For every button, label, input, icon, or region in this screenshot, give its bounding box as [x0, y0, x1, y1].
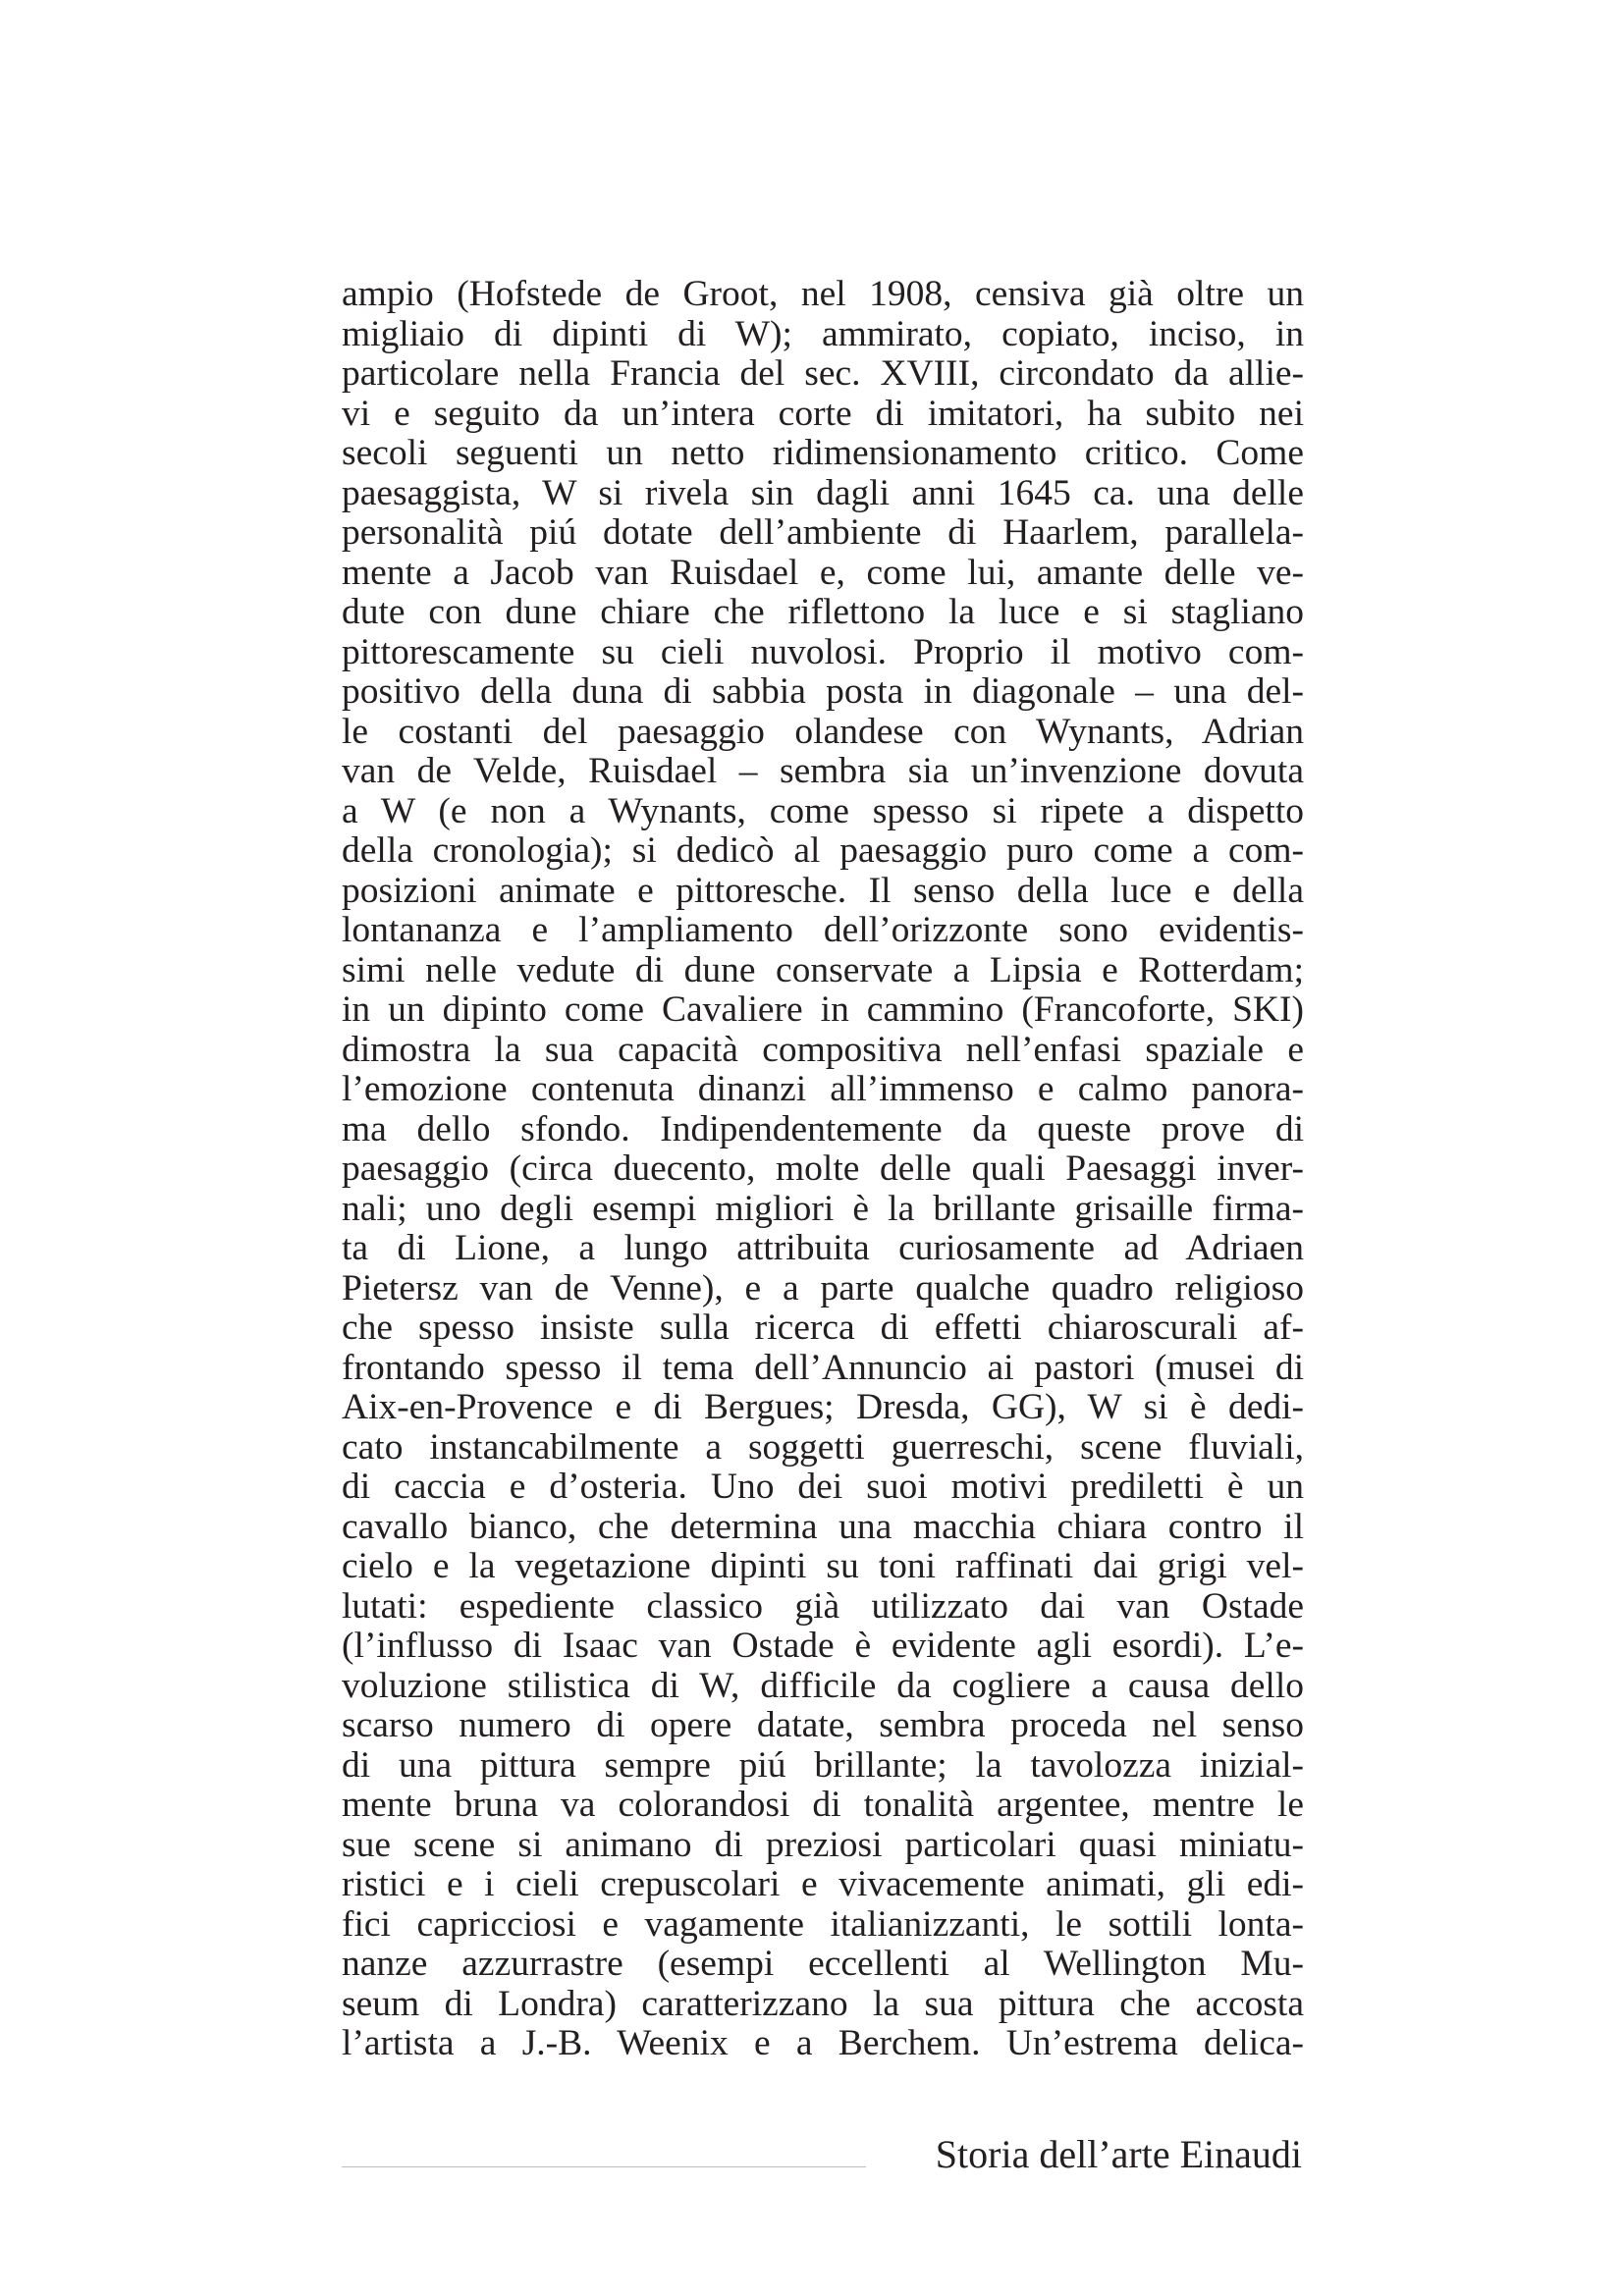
text-line: ristici e i cieli crepuscolari e vivacemente animati, gli edi- — [342, 1864, 1304, 1904]
text-line: personalità piú dotate dell’ambiente di Haarlem, parallela- — [342, 512, 1304, 553]
text-line: secoli seguenti un netto ridimensionamento critico. Come — [342, 433, 1304, 473]
text-line: nanze azzurrastre (esempi eccellenti al Wellington Mu- — [342, 1944, 1304, 1984]
text-line: cielo e la vegetazione dipinti su toni raffinati dai grigi vel- — [342, 1546, 1304, 1586]
text-line: seum di Londra) caratterizzano la sua pittura che accosta — [342, 1983, 1304, 2024]
text-line: scarso numero di opere datate, sembra proceda nel senso — [342, 1705, 1304, 1745]
text-line: dute con dune chiare che riflettono la luce e si stagliano — [342, 592, 1304, 632]
text-line: van de Velde, Ruisdael – sembra sia un’invenzione dovuta — [342, 751, 1304, 791]
text-line: ma dello sfondo. Indipendentemente da queste prove di — [342, 1108, 1304, 1149]
text-line: lontananza e l’ampliamento dell’orizzonte sono evidentis- — [342, 910, 1304, 950]
text-line: particolare nella Francia del sec. XVIII, circondato da allie- — [342, 353, 1304, 394]
text-line: pittorescamente su cieli nuvolosi. Proprio il motivo com- — [342, 631, 1304, 672]
text-line: l’emozione contenuta dinanzi all’immenso e calmo panora- — [342, 1069, 1304, 1109]
text-line: (l’influsso di Isaac van Ostade è evidente agli esordi). L’e- — [342, 1626, 1304, 1666]
text-line: l’artista a J.-B. Weenix e a Berchem. Un’estrema delica- — [342, 2023, 1304, 2063]
text-line: mente a Jacob van Ruisdael e, come lui, amante delle ve- — [342, 552, 1304, 593]
text-line: Aix-en-Provence e di Bergues; Dresda, GG), W si è dedi- — [342, 1387, 1304, 1427]
text-line: paesaggista, W si rivela sin dagli anni 1645 ca. una delle — [342, 472, 1304, 513]
text-line: frontando spesso il tema dell’Annuncio ai pastori (musei di — [342, 1347, 1304, 1388]
text-line: di una pittura sempre piú brillante; la tavolozza inizial- — [342, 1744, 1304, 1786]
text-line: lutati: espediente classico già utilizzato dai van Ostade — [342, 1585, 1304, 1627]
text-line: fici capricciosi e vagamente italianizzanti, le sottili lonta- — [342, 1903, 1304, 1945]
text-line: cato instancabilmente a soggetti guerreschi, scene fluviali, — [342, 1426, 1304, 1468]
text-line: posizioni animate e pittoresche. Il senso della luce e della — [342, 870, 1304, 911]
text-line: le costanti del paesaggio olandese con Wynants, Adrian — [342, 711, 1304, 752]
text-line: sue scene si animano di preziosi particolari quasi miniatu- — [342, 1824, 1304, 1865]
text-line: positivo della duna di sabbia posta in diagonale – una del- — [342, 671, 1304, 712]
text-line: mente bruna va colorandosi di tonalità argentee, mentre le — [342, 1785, 1304, 1825]
text-line: della cronologia); si dedicò al paesaggio puro come a com- — [342, 830, 1304, 871]
footer-rule — [342, 2166, 866, 2167]
text-line: voluzione stilistica di W, difficile da cogliere a causa dello — [342, 1665, 1304, 1706]
text-line: di caccia e d’osteria. Uno dei suoi motivi prediletti è un — [342, 1467, 1304, 1507]
text-line: che spesso insiste sulla ricerca di effetti chiaroscurali af- — [342, 1308, 1304, 1348]
text-line: migliaio di dipinti di W); ammirato, copiato, inciso, in — [342, 313, 1304, 354]
text-line: Pietersz van de Venne), e a parte qualche quadro religioso — [342, 1267, 1304, 1308]
footer-title: Storia dell’arte Einaudi — [935, 2132, 1302, 2176]
text-line: simi nelle vedute di dune conservate a Lipsia e Rotterdam; — [342, 949, 1304, 990]
text-line: nali; uno degli esempi migliori è la brillante grisaille firma- — [342, 1188, 1304, 1229]
text-line: ampio (Hofstede de Groot, nel 1908, censiva già oltre un — [342, 274, 1304, 314]
text-line: vi e seguito da un’intera corte di imitatori, ha subito nei — [342, 393, 1304, 434]
text-line: a W (e non a Wynants, come spesso si ripete a dispetto — [342, 790, 1304, 831]
text-line: paesaggio (circa duecento, molte delle quali Paesaggi inver- — [342, 1148, 1304, 1189]
text-line: dimostra la sua capacità compositiva nell’enfasi spaziale e — [342, 1029, 1304, 1070]
text-line: in un dipinto come Cavaliere in cammino (Francoforte, SKI) — [342, 989, 1304, 1030]
text-line: cavallo bianco, che determina una macchia chiara contro il — [342, 1506, 1304, 1547]
text-line: ta di Lione, a lungo attribuita curiosamente ad Adriaen — [342, 1228, 1304, 1268]
body-text — [342, 275, 1304, 2064]
